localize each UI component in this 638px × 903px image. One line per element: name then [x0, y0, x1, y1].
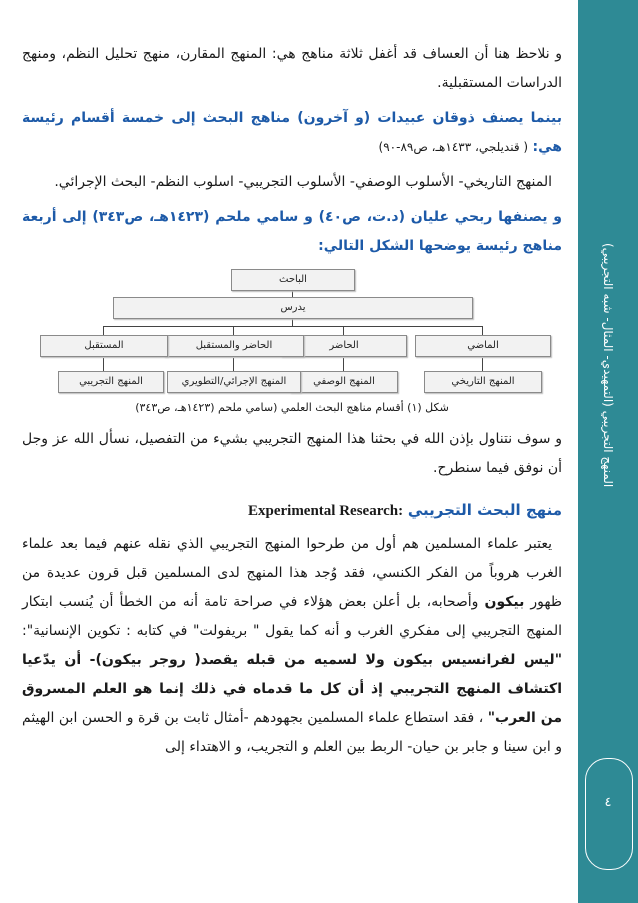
section-heading	[22, 497, 562, 524]
history-bold-bacon: بيكون	[484, 594, 525, 610]
diagram-node-present-future: الحاضر والمستقبل	[164, 335, 304, 357]
connector-line	[233, 358, 234, 372]
obeidat-reference: ( قنديلجي، ١٤٣٣هـ، ص٨٩-٩٠)	[378, 140, 529, 154]
section-title-english: Experimental Research:	[247, 503, 404, 519]
history-bold-quote: "ليس لفرانسيس بيكون ولا لسميه من قبله يقصد( روجر بيكون)- أن يدّعيا اكتشاف المنهج التجريبي إذ أن كل ما قدماه في ذلك إنما هو العلم المسروق من العرب"	[22, 652, 562, 726]
connector-line	[482, 358, 483, 372]
sidebar-title: المنهج التجريبي (التمهيدي- المثال- شبه التجريبي)	[601, 242, 615, 488]
history-text-2: وأصحابه، بل أعلن بعض هؤلاء في صراحة تامة أنه من الخطأ أن يُنسب ابتكار المنهج التجريبي إلى مفكري الغرب و أنه كما يقول " بريفولت" في كتابه : تكوين الإنسانية":	[22, 594, 562, 639]
diagram-node-past: الماضي	[415, 335, 551, 357]
obeidat-lead: بينما يصنف ذوقان عبيدات (و آخرون) مناهج البحث إلى خمسة أقسام رئيسة هي:	[22, 110, 562, 155]
diagram-node-experimental-method: المنهج التجريبي	[58, 371, 164, 393]
page-content	[22, 40, 562, 762]
paragraph-intro: و نلاحظ هنا أن العساف قد أغفل ثلاثة مناهج هي: المنهج المقارن، منهج تحليل النظم، ومنهج الدراسات المستقبلية.	[22, 46, 562, 91]
paragraph-plan: و سوف نتناول بإذن الله في بحثنا هذا المنهج التجريبي بشيء من التفصيل، نسأل الله عز وجل أن نوفق فيما سنطرح.	[22, 431, 562, 476]
diagram-node-researcher: الباحث	[231, 269, 355, 291]
diagram-caption: شكل (١) أقسام مناهج البحث العلمي (سامي ملحم (١٤٢٣هـ، ص٣٤٣)	[135, 401, 449, 414]
diagram-node-descriptive-method: المنهج الوصفي	[290, 371, 398, 393]
paragraph-obeidat	[22, 104, 562, 162]
paragraph-methods-list: المنهج التاريخي- الأسلوب الوصفي- الأسلوب التجريبي- اسلوب النظم- البحث الإجرائي.	[54, 174, 552, 190]
paragraph-alian: و يصنفها ربحي عليان (د.ت، ص٤٠) و سامي ملحم (١٤٢٣هـ، ص٣٤٣) إلى أربعة مناهج رئيسة يوضحها الشكل التالي:	[22, 209, 563, 254]
diagram-node-future: المستقبل	[40, 335, 168, 357]
paragraph-history	[22, 530, 562, 762]
methods-diagram	[22, 269, 562, 419]
connector-line	[103, 358, 104, 372]
connector-line	[343, 358, 344, 372]
diagram-node-historical-method: المنهج التاريخي	[424, 371, 542, 393]
diagram-node-procedural-method: المنهج الإجرائي/التطويري	[167, 371, 301, 393]
page-number-frame	[585, 758, 633, 870]
history-text-1: يعتبر علماء المسلمين هم أول من طرحوا المنهج التجريبي الذي نقله عنهم فيما بعد علماء الغرب هروباً من الفكر الكنسي، فقد وُجد هذا المنهج لدى المسلمين قبل قرون عديدة من ظهور	[22, 536, 562, 610]
page-number: ٤	[604, 795, 612, 810]
diagram-node-studies: يدرس	[113, 297, 473, 319]
diagram-node-present: الحاضر	[281, 335, 407, 357]
connector-line	[103, 326, 482, 327]
history-text-3: ، فقد استطاع علماء المسلمين بجهودهم -أمثال ثابت بن قرة و الحسن ابن الهيثم و ابن سينا و جابر بن حيان- الربط بين العلم و التجريب، و الاهتداء إلى	[22, 710, 562, 755]
section-title-arabic: منهج البحث التجريبي	[407, 501, 562, 519]
connector-line	[292, 318, 293, 326]
